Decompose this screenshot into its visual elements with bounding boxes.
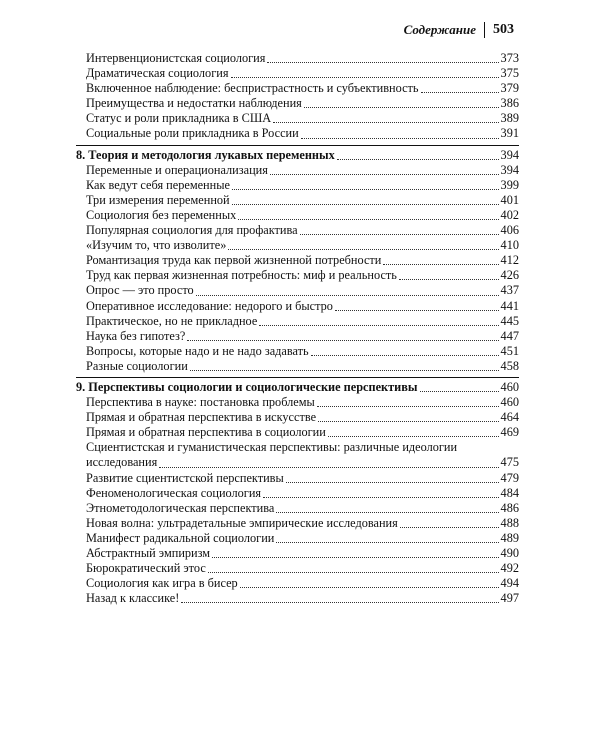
running-head-divider [484,22,485,38]
toc-entry-page: 394 [500,147,519,162]
toc-entry-title: Оперативное исследование: недорого и быстро [86,298,333,313]
dot-leader [159,467,498,468]
chapter-divider [76,145,519,146]
dot-leader [187,340,498,341]
toc-entry-page: 426 [500,268,519,283]
toc-entry-title: Наука без гипотез? [86,328,186,343]
toc-entry-page: 406 [500,223,519,238]
dot-leader [317,406,499,407]
running-head [404,22,514,38]
toc-entry-title: Переменные и операционализация [86,162,268,177]
toc-entry-title: Разные социологии [86,358,188,373]
toc-entry-title: Романтизация труда как первой жизненной потребности [86,253,382,268]
toc-entry-title: Как ведут себя переменные [86,177,230,192]
toc-entry-title: Этнометодологическая перспектива [86,500,275,515]
dot-leader [270,174,499,175]
dot-leader [196,295,499,296]
toc-entry-page: 401 [500,192,519,207]
toc-entry [76,66,519,81]
toc-entry-title: Три измерения переменной [86,192,230,207]
page-number: 503 [493,22,514,37]
toc-entry-page: 386 [500,96,519,111]
toc-entry [76,471,519,486]
toc-entry [76,208,519,223]
dot-leader [276,512,498,513]
toc-entry-page: 489 [500,530,519,545]
toc-entry-title: Опрос — это просто [86,283,194,298]
toc-entry [76,440,519,470]
chapter-divider [76,377,519,378]
toc-entry [76,359,519,374]
toc-entry [76,516,519,531]
toc-entry-page: 445 [500,313,519,328]
dot-leader [259,325,498,326]
toc-entry-page: 458 [500,358,519,373]
toc-entry-title: Новая волна: ультрадетальные эмпирические исследования [86,515,398,530]
toc-entry-page: 451 [500,343,519,358]
toc-entry-page: 469 [500,425,519,440]
dot-leader [286,482,499,483]
toc-entry-page: 394 [500,162,519,177]
dot-leader [421,92,499,93]
toc-entry-title: «Изучим то, что изволите» [86,238,227,253]
dot-leader [304,107,499,108]
toc-entry-title: Популярная социология для профактива [86,223,298,238]
toc-entry-page: 475 [500,455,519,470]
toc-entry-title: Прямая и обратная перспектива в социологии [86,425,326,440]
dot-leader [208,572,499,573]
toc-entry-page: 484 [500,485,519,500]
dot-leader [383,264,498,265]
dot-leader [190,370,499,371]
toc-entry-page: 479 [500,470,519,485]
toc-entry-title: Манифест радикальной социологии [86,530,275,545]
toc-entry-title: Бюрократический этос [86,561,206,576]
toc-chapter-entry [76,148,519,163]
toc-entry-title: Драматическая социология [86,66,229,81]
toc-entry-title: Абстрактный эмпиризм [86,546,211,560]
toc-entry-title: Социальные роли прикладника в России [86,126,299,141]
toc-entry-page: 497 [500,591,519,606]
toc-entry [76,576,519,591]
dot-leader [311,355,499,356]
dot-leader [231,77,499,78]
toc-entry-page: 389 [500,111,519,126]
dot-leader [238,219,498,220]
chapter-title: 8. Теория и методология лукавых переменных [76,147,335,162]
toc-entry [76,238,519,253]
toc-entry-page: 412 [500,253,519,268]
toc-entry-title: Развитие сциентистской перспективы [86,470,284,485]
toc-entry-title: Практическое, но не прикладное [86,313,258,328]
dot-leader [328,436,499,437]
dot-leader [337,159,499,160]
toc-entry-page: 437 [500,283,519,298]
toc-entry-title: Интервенционистская социология [86,51,266,65]
toc-entry-page: 492 [500,561,519,576]
toc-entry-title: Назад к классике! [86,591,180,606]
toc-entry [76,395,519,410]
toc-entry [76,546,519,561]
toc-entry [76,283,519,298]
toc-entry-title: Статус и роли прикладника в США [86,111,272,126]
dot-leader [181,602,498,603]
toc-entry-page: 488 [500,515,519,530]
toc-entry-page: 490 [500,546,519,560]
toc-entry [76,178,519,193]
toc-entry-page: 464 [500,410,519,425]
toc-entry-title: Вопросы, которые надо и не надо задавать [86,343,309,358]
toc-entry [76,111,519,126]
dot-leader [232,189,499,190]
toc-entry [76,299,519,314]
toc-entry [76,253,519,268]
toc-entry-title: Включенное наблюдение: беспристрастность и субъективность [86,81,419,96]
toc-entry-page: 391 [500,126,519,141]
table-of-contents [76,51,519,606]
dot-leader [267,62,498,63]
dot-leader [212,557,498,558]
dot-leader [400,527,499,528]
toc-entry [76,223,519,238]
running-head-title: Содержание [403,22,476,37]
toc-entry-title: Феноменологическая социология [86,485,262,500]
toc-entry [76,268,519,283]
toc-entry [76,81,519,96]
dot-leader [335,310,499,311]
toc-entry-page: 373 [500,51,519,65]
dot-leader [240,587,499,588]
toc-entry [76,425,519,440]
toc-entry-title: Перспектива в науке: постановка проблемы [86,395,315,410]
toc-entry-page: 447 [500,328,519,343]
toc-entry-page: 410 [500,238,519,253]
toc-entry [76,96,519,111]
toc-entry [76,193,519,208]
toc-entry [76,329,519,344]
toc-entry-title: Прямая и обратная перспектива в искусстве [86,410,317,425]
toc-entry-title: Сциентистская и гуманистическая перспективы: различные идеологии [86,440,458,455]
toc-entry [76,591,519,606]
toc-entry [76,561,519,576]
toc-entry [76,163,519,178]
toc-entry-page: 399 [500,177,519,192]
toc-entry [76,51,519,66]
toc-entry [76,344,519,359]
toc-entry-title-continued: исследования [86,455,158,470]
toc-entry-page: 460 [500,379,519,394]
dot-leader [228,249,498,250]
toc-entry-page: 375 [500,66,519,81]
toc-entry-title: Социология как игра в бисер [86,576,238,591]
dot-leader [276,542,498,543]
toc-entry [76,486,519,501]
toc-entry-page: 494 [500,576,519,591]
dot-leader [399,279,499,280]
toc-entry-page: 402 [500,207,519,222]
toc-entry-title: Труд как первая жизненная потребность: миф и реальность [86,268,397,283]
dot-leader [300,234,499,235]
toc-entry [76,410,519,425]
toc-chapter-entry [76,380,519,395]
toc-entry [76,501,519,516]
dot-leader [263,497,498,498]
dot-leader [318,421,499,422]
toc-entry-page: 441 [500,298,519,313]
toc-entry-page: 379 [500,81,519,96]
toc-entry-title: Социология без переменных [86,207,237,222]
toc-entry [76,314,519,329]
toc-entry-page: 460 [500,395,519,410]
toc-entry [76,126,519,141]
dot-leader [273,122,498,123]
toc-entry-page: 486 [500,500,519,515]
chapter-title: 9. Перспективы социологии и социологические перспективы [76,379,418,394]
dot-leader [301,138,499,139]
toc-entry [76,531,519,546]
dot-leader [420,391,499,392]
dot-leader [232,204,499,205]
toc-entry-title: Преимущества и недостатки наблюдения [86,96,302,111]
